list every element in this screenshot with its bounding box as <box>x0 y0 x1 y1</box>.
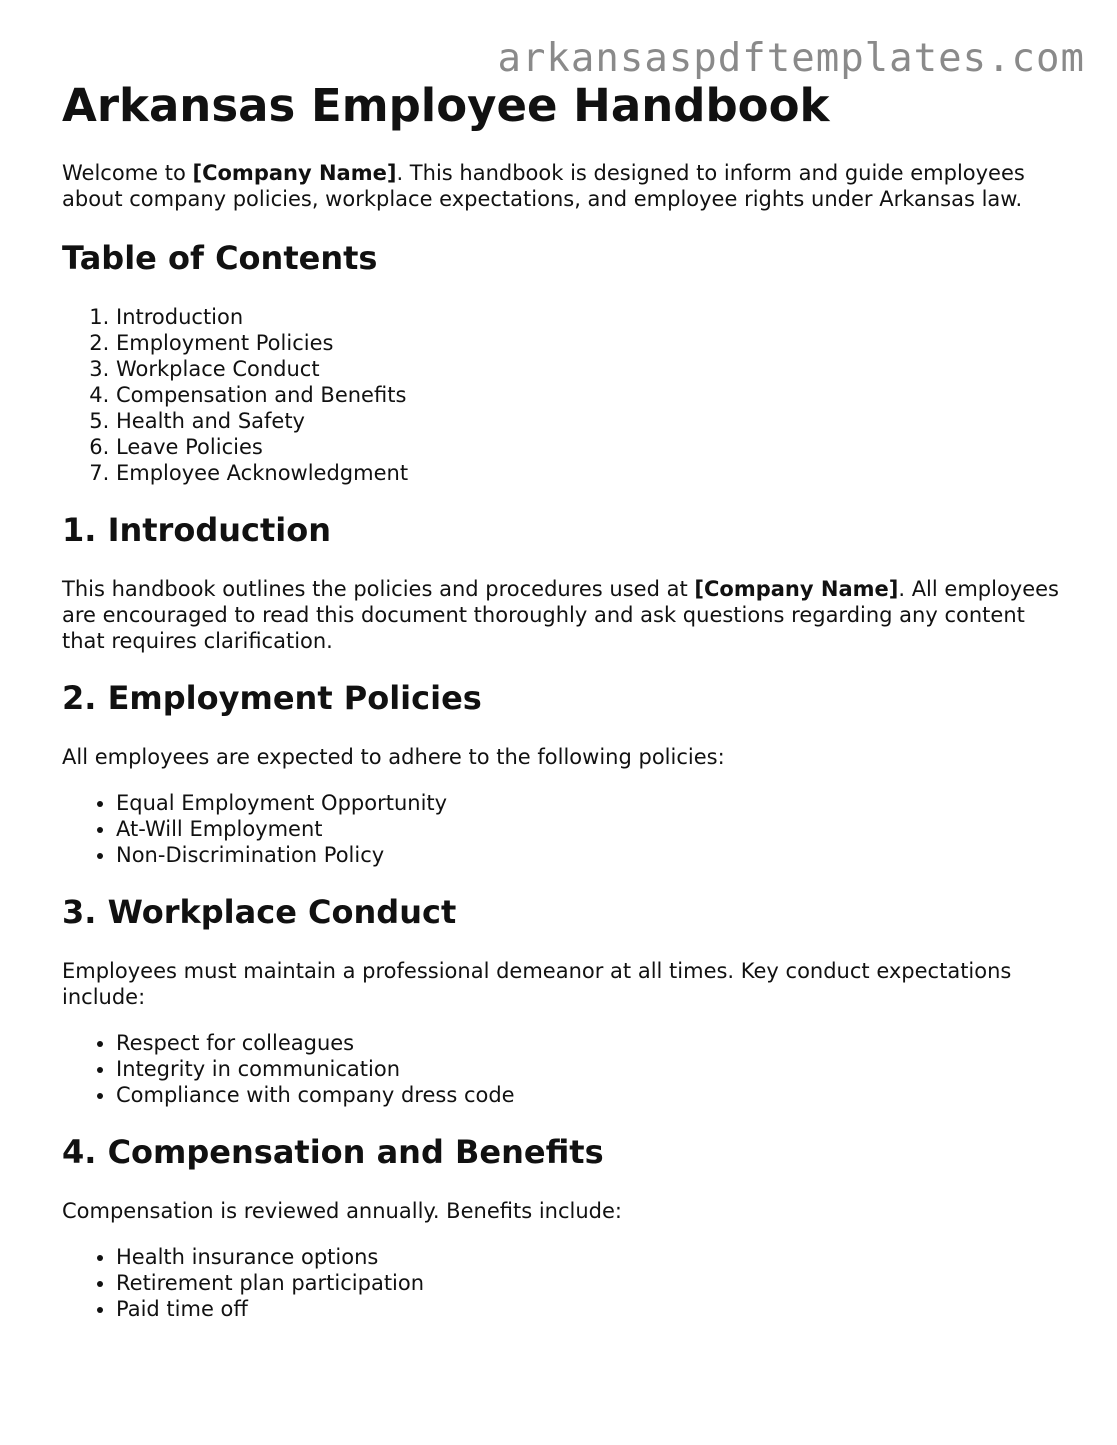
list-item: • Paid time off <box>116 1296 1062 1322</box>
introduction-paragraph <box>62 576 1062 654</box>
intro-paragraph <box>62 160 1062 212</box>
section-heading-workplace-conduct: 3. Workplace Conduct <box>62 893 457 931</box>
list-item: • Health insurance options <box>116 1244 1062 1270</box>
toc-item: 3. Workplace Conduct <box>116 356 1062 382</box>
list-item: • Equal Employment Opportunity <box>116 790 1062 816</box>
toc-heading: Table of Contents <box>62 239 378 277</box>
employment-policies-list <box>62 790 1062 868</box>
company-name-placeholder: [Company Name] <box>694 577 899 601</box>
introduction-text-end: . All employees are encouraged to read this document thoroughly and ask questions regarding any content that requires clarification. <box>62 577 1060 653</box>
employment-policies-paragraph: All employees are expected to adhere to the following policies: <box>62 745 725 769</box>
list-item: • Retirement plan participation <box>116 1270 1062 1296</box>
toc-item: 4. Compensation and Benefits <box>116 382 1062 408</box>
toc-list <box>62 304 1062 486</box>
intro-text-end: . This handbook is designed to inform and guide employees about company policies, workplace expectations, and employee rights under Arkansas law. <box>62 161 1025 211</box>
company-name-placeholder: [Company Name] <box>192 161 397 185</box>
list-item: • Respect for colleagues <box>116 1030 1062 1056</box>
intro-text-start: Welcome to <box>62 161 193 185</box>
list-item: • Non-Discrimination Policy <box>116 842 1062 868</box>
list-item: • At-Will Employment <box>116 816 1062 842</box>
compensation-paragraph: Compensation is reviewed annually. Benefits include: <box>62 1199 622 1223</box>
workplace-conduct-list <box>62 1030 1062 1108</box>
watermark: arkansaspdftemplates.com <box>497 36 1085 81</box>
toc-item: 1. Introduction <box>116 304 1062 330</box>
workplace-conduct-paragraph: Employees must maintain a professional demeanor at all times. Key conduct expectations include: <box>62 959 1012 1009</box>
toc-item: 2. Employment Policies <box>116 330 1062 356</box>
introduction-text-start: This handbook outlines the policies and procedures used at <box>62 577 695 601</box>
list-item: • Integrity in communication <box>116 1056 1062 1082</box>
list-item: • Compliance with company dress code <box>116 1082 1062 1108</box>
toc-item: 5. Health and Safety <box>116 408 1062 434</box>
document-page <box>62 78 1062 1322</box>
compensation-benefits-list <box>62 1244 1062 1322</box>
toc-item: 7. Employee Acknowledgment <box>116 460 1062 486</box>
page-title: Arkansas Employee Handbook <box>62 79 830 132</box>
toc-item: 6. Leave Policies <box>116 434 1062 460</box>
section-heading-introduction: 1. Introduction <box>62 511 331 549</box>
section-heading-compensation-benefits: 4. Compensation and Benefits <box>62 1133 604 1171</box>
section-heading-employment-policies: 2. Employment Policies <box>62 679 482 717</box>
